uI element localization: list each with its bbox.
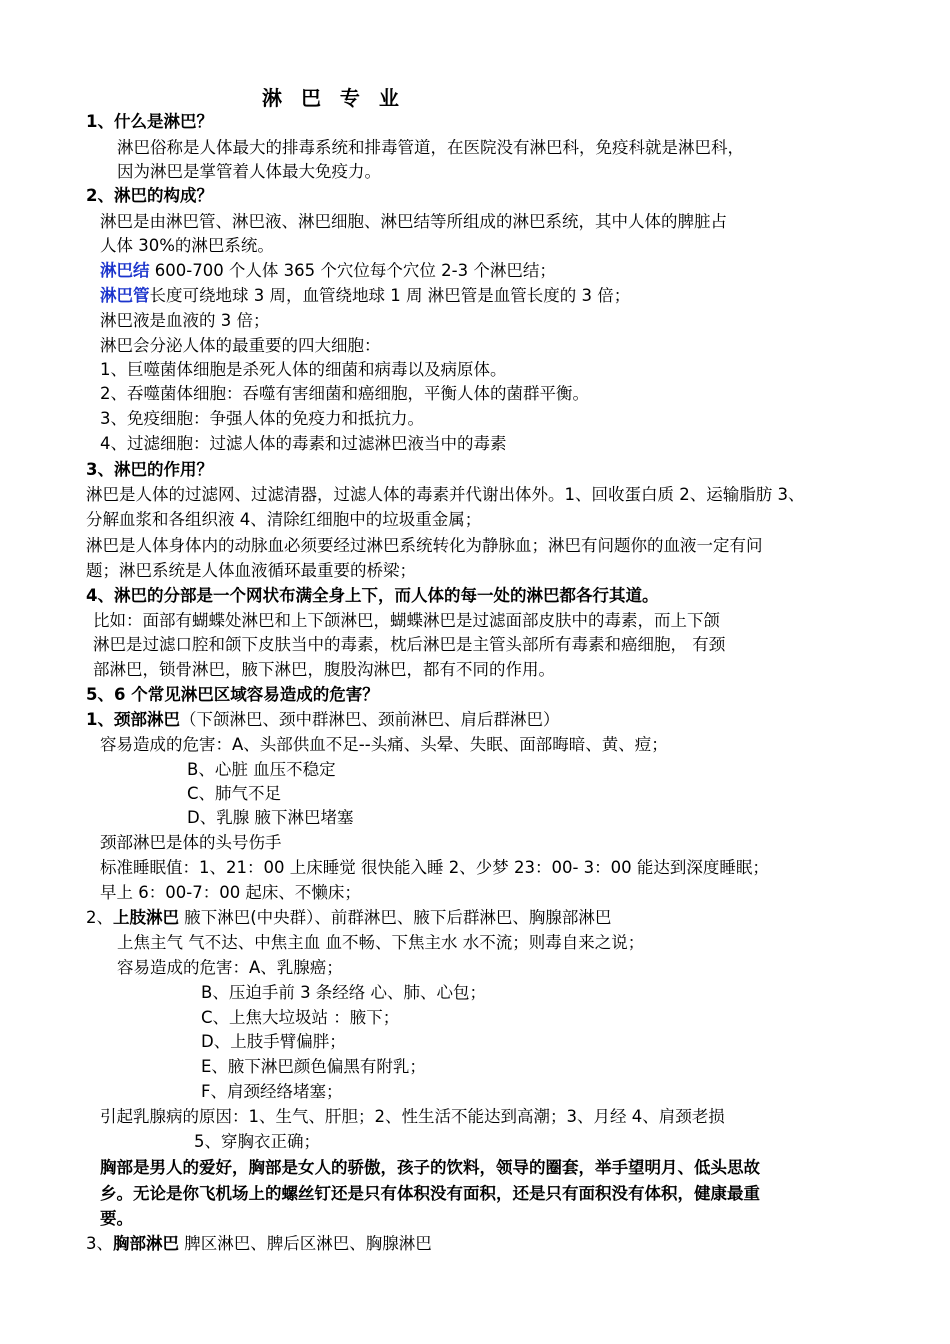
list-item: C、肺气不足 xyxy=(187,784,282,803)
paragraph-line: 部淋巴，锁骨淋巴，腋下淋巴，腹股沟淋巴，都有不同的作用。 xyxy=(93,660,555,679)
paragraph-line: 淋巴会分泌人体的最重要的四大细胞： xyxy=(100,336,381,355)
paragraph-line: 容易造成的危害：A、头部供血不足--头痛、头晕、失眠、面部晦暗、黄、痘； xyxy=(100,735,668,754)
heading-lymph-composition: 2、淋巴的构成？ xyxy=(86,186,213,205)
paragraph-line: 比如：面部有蝴蝶处淋巴和上下颌淋巴，蝴蝶淋巴是过滤面部皮肤中的毒素，而上下颌 xyxy=(93,611,720,630)
paragraph-line: 容易造成的危害：A、乳腺癌； xyxy=(117,958,343,977)
list-item: D、上肢手臂偏胖； xyxy=(201,1032,346,1051)
upper-limb-lymph-line: 2、上肢淋巴 腋下淋巴(中央群）、前群淋巴、腋下后群淋巴、胸腺部淋巴 xyxy=(86,908,612,927)
list-item: D、乳腺 腋下淋巴堵塞 xyxy=(187,808,354,827)
list-item: E、腋下淋巴颜色偏黑有附乳； xyxy=(201,1057,426,1076)
chest-lymph-line: 3、胸部淋巴 脾区淋巴、脾后区淋巴、胸腺淋巴 xyxy=(86,1234,432,1253)
list-item: B、心脏 血压不稳定 xyxy=(187,760,336,779)
keyword-upper-limb-lymph: 上肢淋巴 xyxy=(113,908,179,927)
list-item: 1、巨噬菌体细胞是杀死人体的细菌和病毒以及病原体。 xyxy=(100,360,507,379)
list-item: 3、免疫细胞：争强人体的免疫力和抵抗力。 xyxy=(100,409,424,428)
list-item: C、上焦大垃圾站 ：腋下； xyxy=(201,1008,400,1027)
heading-lymph-hazards: 5、6 个常见淋巴区域容易造成的危害？ xyxy=(86,685,379,704)
bold-paragraph-line: 要。 xyxy=(100,1209,133,1228)
paragraph-line: 引起乳腺病的原因：1、生气、肝胆；2、性生活不能达到高潮；3、月经 4、肩颈老损 xyxy=(100,1107,725,1126)
paragraph-line: 标准睡眠值：1、21：00 上床睡觉 很快能入睡 2、少梦 23：00- 3：00 能达到深度睡眠； xyxy=(100,858,769,877)
keyword-chest-lymph: 胸部淋巴 xyxy=(113,1234,179,1253)
keyword-lymph-vessel: 淋巴管 xyxy=(100,286,150,305)
keyword-lymph-node: 淋巴结 xyxy=(100,261,150,280)
paragraph-line: 淋巴液是血液的 3 倍； xyxy=(100,311,270,330)
lymph-node-line: 淋巴结 600-700 个人体 365 个穴位每个穴位 2-3 个淋巴结； xyxy=(100,261,556,280)
bold-paragraph-line: 乡。无论是你飞机场上的螺丝钉还是只有体积没有面积，还是只有面积没有体积，健康最重 xyxy=(100,1184,760,1203)
paragraph-line: 人体 30%的淋巴系统。 xyxy=(100,236,274,255)
paragraph-line: 淋巴是人体身体内的动脉血必须要经过淋巴系统转化为静脉血；淋巴有问题你的血液一定有问 xyxy=(86,536,763,555)
list-item: 2、吞噬菌体细胞：吞噬有害细菌和癌细胞，平衡人体的菌群平衡。 xyxy=(100,384,589,403)
neck-lymph-line: 1、颈部淋巴（下颌淋巴、颈中群淋巴、颈前淋巴、肩后群淋巴） xyxy=(86,710,560,729)
lymph-vessel-line: 淋巴管长度可绕地球 3 周，血管绕地球 1 周 淋巴管是血管长度的 3 倍； xyxy=(100,286,631,305)
heading-lymph-distribution: 4、淋巴的分部是一个网状布满全身上下，而人体的每一处的淋巴都各行其道。 xyxy=(86,586,659,605)
document-title: 淋 巴 专 业 xyxy=(262,86,405,110)
keyword-neck-lymph: 1、颈部淋巴 xyxy=(86,710,180,729)
heading-lymph-function: 3、淋巴的作用？ xyxy=(86,460,213,479)
paragraph-line: 淋巴是由淋巴管、淋巴液、淋巴细胞、淋巴结等所组成的淋巴系统，其中人体的脾脏占 xyxy=(100,212,727,231)
paragraph-line: 题；淋巴系统是人体血液循环最重要的桥梁； xyxy=(86,561,416,580)
paragraph-line: 淋巴是过滤口腔和颌下皮肤当中的毒素，枕后淋巴是主管头部所有毒素和癌细胞， 有颈 xyxy=(93,635,726,654)
heading-what-is-lymph: 1、什么是淋巴？ xyxy=(86,112,213,131)
paragraph-line: 因为淋巴是掌管着人体最大免疫力。 xyxy=(117,162,381,181)
paragraph-line: 淋巴是人体的过滤网、过滤清器，过滤人体的毒素并代谢出体外。1、回收蛋白质 2、运输脂肪 3、 xyxy=(86,485,805,504)
paragraph-line: 淋巴俗称是人体最大的排毒系统和排毒管道，在医院没有淋巴科，免疫科就是淋巴科， xyxy=(117,138,744,157)
list-item: 4、过滤细胞：过滤人体的毒素和过滤淋巴液当中的毒素 xyxy=(100,434,507,453)
paragraph-line: 颈部淋巴是体的头号伤手 xyxy=(100,833,282,852)
paragraph-line: 5、穿胸衣正确； xyxy=(194,1132,320,1151)
paragraph-line: 上焦主气 气不达、中焦主血 血不畅、下焦主水 水不流；则毒自来之说； xyxy=(117,933,645,952)
paragraph-line: 早上 6：00-7：00 起床、不懒床； xyxy=(100,883,361,902)
paragraph-line: 分解血浆和各组织液 4、清除红细胞中的垃圾重金属； xyxy=(86,510,482,529)
list-item: B、压迫手前 3 条经络 心、肺、心包； xyxy=(201,983,487,1002)
list-item: F、肩颈经络堵塞； xyxy=(201,1082,343,1101)
bold-paragraph-line: 胸部是男人的爱好，胸部是女人的骄傲，孩子的饮料，领导的圈套，举手望明月、低头思故 xyxy=(100,1158,760,1177)
